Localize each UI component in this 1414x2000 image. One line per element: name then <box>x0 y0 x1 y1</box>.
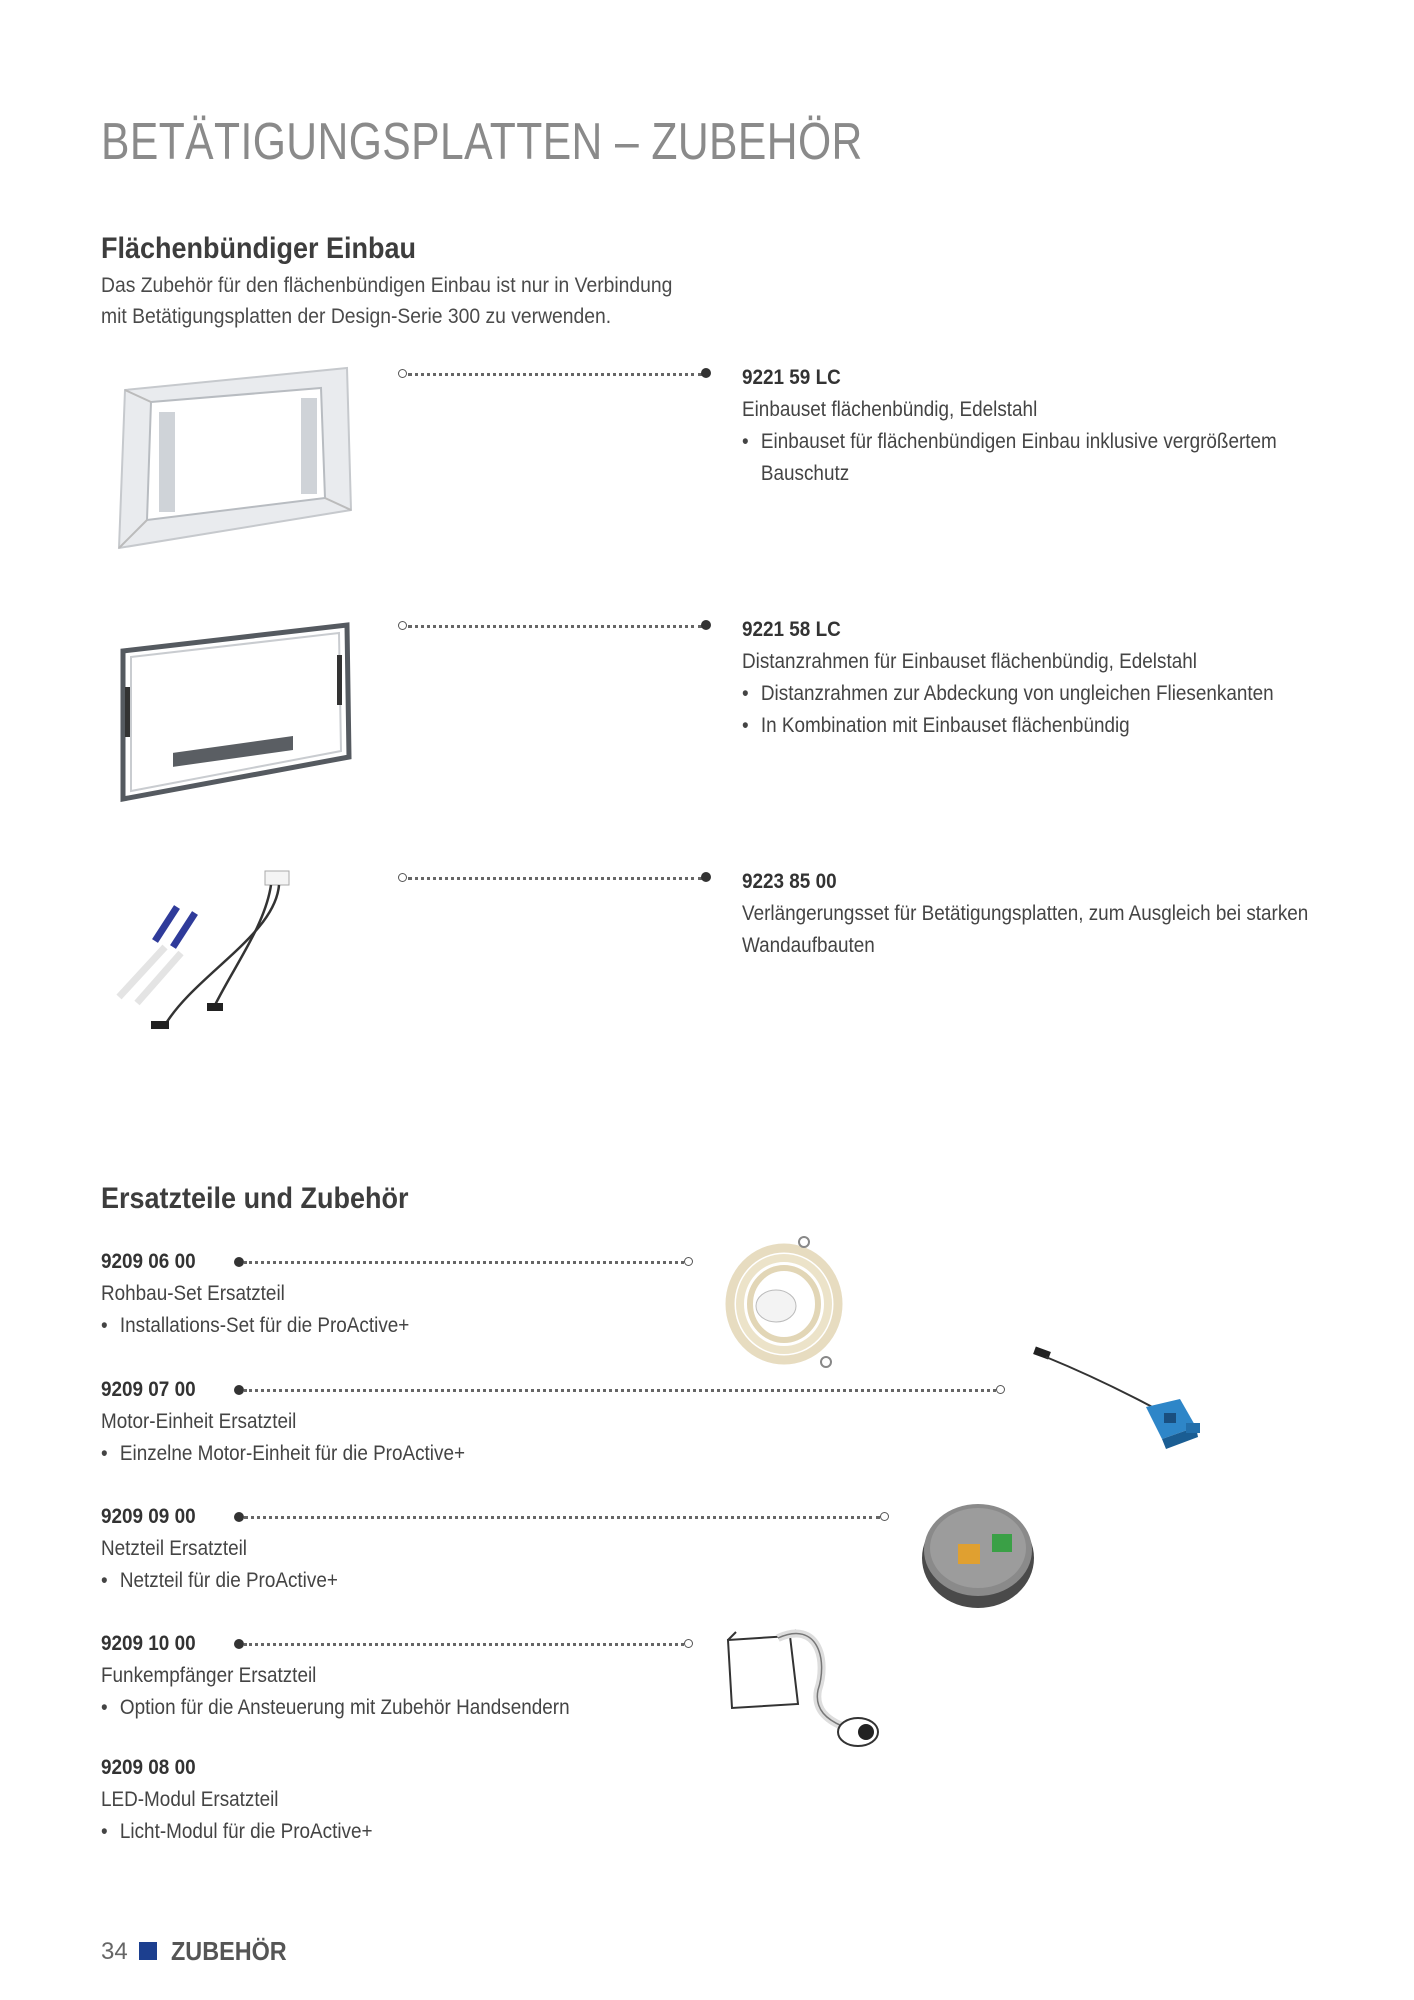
product-name: LED-Modul Ersatzteil <box>101 1788 279 1811</box>
footer-section-label: ZUBEHÖR <box>171 1936 287 1966</box>
product-bullet: • Netzteil für die ProActive+ <box>101 1565 605 1597</box>
leader-line <box>408 373 702 376</box>
product-bullet: • Option für die Ansteuerung mit Zubehör Handsendern <box>101 1692 659 1724</box>
leader-start-dot <box>234 1257 244 1267</box>
product-number: 9221 59 LC <box>742 366 841 389</box>
section-intro: Das Zubehör für den flächenbündigen Einbau ist nur in Verbindung mit Betätigungsplatten der Design-Serie 300 zu verwenden. <box>101 274 673 328</box>
leader-end-dot <box>684 1639 693 1648</box>
leader-line <box>244 1643 684 1646</box>
product-name: Funkempfänger Ersatzteil <box>101 1664 317 1687</box>
product-name: Netzteil Ersatzteil <box>101 1537 247 1560</box>
product-number: 9209 07 00 <box>101 1378 196 1401</box>
distanzrahmen-image <box>115 615 355 805</box>
product-bullet: • Installations-Set für die ProActive+ <box>101 1310 605 1342</box>
einbauset-image <box>115 360 355 555</box>
rohbau-set-image <box>718 1232 848 1372</box>
leader-start-dot <box>398 873 407 882</box>
product-name: Rohbau-Set Ersatzteil <box>101 1282 285 1305</box>
page-number: 34 <box>101 1938 128 1965</box>
product-number: 9209 09 00 <box>101 1505 196 1528</box>
product-name: Verlängerungsset für Betätigungsplatten, zum Ausgleich bei starken Wandaufbauten <box>742 902 1309 957</box>
product-bullet: • In Kombination mit Einbauset flächenbündig <box>742 710 1318 742</box>
leader-start-dot <box>234 1512 244 1522</box>
leader-line <box>408 625 702 628</box>
netzteil-image <box>918 1492 1038 1612</box>
product-bullet: • Einbauset für flächenbündigen Einbau inklusive vergrößertem Bauschutz <box>742 426 1318 490</box>
leader-end-dot <box>701 620 711 630</box>
leader-start-dot <box>398 621 407 630</box>
product-name: Distanzrahmen für Einbauset flächenbündig, Edelstahl <box>742 650 1197 673</box>
product-number: 9223 85 00 <box>742 870 837 893</box>
product-name: Einbauset flächenbündig, Edelstahl <box>742 398 1038 421</box>
product-9221-58-lc <box>742 614 1318 742</box>
product-name: Motor-Einheit Ersatzteil <box>101 1410 297 1433</box>
motor-einheit-image <box>1030 1345 1210 1455</box>
leader-end-dot <box>880 1512 889 1521</box>
product-9221-59-lc <box>742 362 1318 490</box>
product-bullet: • Einzelne Motor-Einheit für die ProActive+ <box>101 1438 605 1470</box>
leader-start-dot <box>234 1385 244 1395</box>
leader-end-dot <box>996 1385 1005 1394</box>
leader-line <box>408 877 702 880</box>
leader-end-dot <box>701 368 711 378</box>
footer-accent-square <box>139 1942 157 1960</box>
leader-start-dot <box>234 1639 244 1649</box>
leader-line <box>244 1261 684 1264</box>
product-bullet: • Licht-Modul für die ProActive+ <box>101 1816 605 1848</box>
product-number: 9209 10 00 <box>101 1632 196 1655</box>
verlaengerungsset-image <box>115 865 325 1045</box>
leader-start-dot <box>398 369 407 378</box>
product-number: 9209 06 00 <box>101 1250 196 1273</box>
funkempfaenger-image <box>718 1620 888 1750</box>
product-number: 9221 58 LC <box>742 618 841 641</box>
product-bullet: • Distanzrahmen zur Abdeckung von ungleichen Fliesenkanten <box>742 678 1318 710</box>
section-heading-flush-mount: Flächenbündiger Einbau <box>101 232 417 265</box>
leader-line <box>244 1389 996 1392</box>
section-heading-spare-parts: Ersatzteile und Zubehör <box>101 1182 409 1215</box>
leader-end-dot <box>684 1257 693 1266</box>
leader-end-dot <box>701 872 711 882</box>
product-number: 9209 08 00 <box>101 1756 196 1779</box>
page-title: BETÄTIGUNGSPLATTEN – ZUBEHÖR <box>101 113 863 171</box>
product-9223-85-00 <box>742 866 1318 962</box>
product-9209-08-00 <box>101 1752 605 1848</box>
leader-line <box>244 1516 880 1519</box>
